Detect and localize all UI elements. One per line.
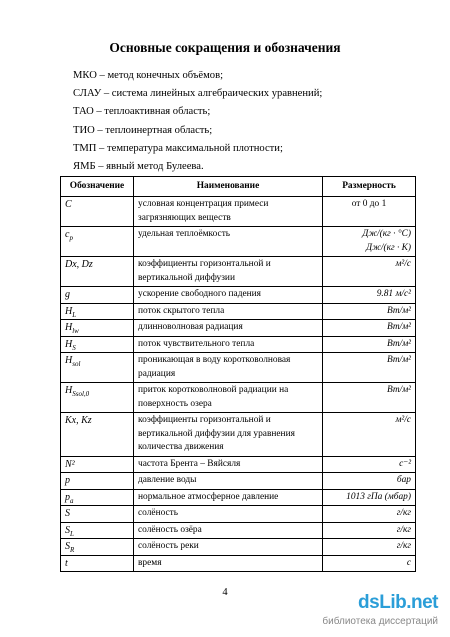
symbol-text: S: [65, 508, 70, 519]
abbreviation-item: ТИО – теплоинертная область;: [73, 124, 213, 136]
name-cell: время: [134, 555, 323, 572]
unit-cell: [323, 227, 416, 257]
unit-text: Вт/м²: [386, 355, 411, 365]
unit-text: 9.81 м/с²: [376, 289, 411, 299]
unit-text: бар: [396, 475, 411, 485]
name-cell: коэффициенты горизонтальной и вертикальной диффузии для уравнения количества движения: [134, 413, 323, 457]
unit-text: г/кг: [396, 524, 411, 535]
name-cell: поток скрытого тепла: [134, 303, 323, 320]
symbol-text: Kx, Kz: [65, 415, 92, 426]
name-cell: частота Брента – Вяйсяля: [134, 456, 323, 473]
unit-text: г/кг: [396, 508, 411, 518]
table-row: [61, 522, 416, 539]
abbreviation-item: ЯМБ – явный метод Булеева.: [73, 160, 204, 172]
symbol-cell: [61, 539, 134, 556]
name-cell: нормальное атмосферное давление: [134, 489, 323, 506]
symbol-text: H: [65, 322, 73, 333]
unit-cell: [323, 287, 416, 304]
name-cell: приток коротковолновой радиации на поверхность озера: [134, 383, 323, 413]
symbol-cell: [61, 197, 134, 227]
unit-text: Вт/м²: [386, 305, 411, 316]
symbol-cell: [61, 353, 134, 383]
unit-cell: [323, 336, 416, 353]
symbol-subscript: lw: [72, 327, 79, 335]
table-row: [61, 413, 416, 457]
symbol-text: S: [65, 541, 70, 552]
unit-text: м²/с: [395, 415, 411, 425]
table-row: [61, 539, 416, 556]
symbol-cell: [61, 489, 134, 506]
watermark-logo[interactable]: dsLib.net: [358, 592, 438, 613]
symbol-subscript: p: [69, 234, 73, 242]
page-title: Основные сокращения и обозначения: [109, 40, 341, 55]
unit-cell: [323, 383, 416, 413]
table-header-row: [61, 177, 416, 197]
unit-text: с⁻²: [399, 458, 411, 469]
unit-cell: [323, 522, 416, 539]
symbol-cell: [61, 506, 134, 523]
symbol-text: Dx, Dz: [65, 259, 93, 270]
name-cell: коэффициенты горизонтальной и вертикальной диффузии: [134, 257, 323, 287]
symbol-cell: [61, 287, 134, 304]
unit-cell: [323, 413, 416, 457]
symbol-text: H: [65, 355, 73, 366]
unit-cell: [323, 473, 416, 490]
symbol-cell: [61, 456, 134, 473]
watermark-subtitle: библиотека диссертаций: [322, 616, 438, 627]
symbol-text: N²: [65, 458, 75, 470]
abbreviation-item: ТАО – теплоактивная область;: [73, 106, 211, 118]
symbol-text: p: [65, 491, 70, 503]
symbol-text: c: [65, 229, 70, 240]
name-cell: солёность: [134, 506, 323, 523]
unit-text: с: [406, 557, 411, 568]
header-symbol: Обозначение: [61, 177, 134, 197]
header-unit: Размерность: [323, 177, 416, 197]
table-row: [61, 227, 416, 257]
symbol-cell: [61, 320, 134, 337]
table-row: [61, 320, 416, 337]
table-row: [61, 456, 416, 473]
unit-cell: [323, 489, 416, 506]
unit-cell: [323, 506, 416, 523]
symbol-subscript: sol: [72, 360, 81, 368]
unit-cell: [323, 456, 416, 473]
unit-text: м²/с: [395, 259, 411, 269]
symbol-text: p: [65, 475, 70, 486]
watermark[interactable]: [308, 592, 438, 630]
abbreviation-item: МКО – метод конечных объёмов;: [73, 70, 224, 81]
unit-cell: [323, 320, 416, 337]
abbreviation-item: ТМП – температура максимальной плотности;: [73, 142, 283, 154]
table-row: [61, 336, 416, 353]
unit-text: Дж/(кг · °С): [362, 229, 411, 239]
table-row: [61, 303, 416, 320]
unit-cell: [323, 555, 416, 572]
table-row: [61, 506, 416, 523]
symbol-cell: [61, 257, 134, 287]
table-row: [61, 473, 416, 490]
symbol-text: H: [65, 338, 73, 350]
name-cell: солёность озёра: [134, 522, 323, 539]
symbol-subscript: Ssol,0: [72, 390, 90, 398]
page-number: 4: [222, 587, 228, 598]
name-cell: длинноволновая радиация: [134, 320, 323, 337]
unit-cell: [323, 257, 416, 287]
unit-text: Дж/(кг · К): [366, 242, 411, 253]
name-cell: удельная теплоёмкость: [134, 227, 323, 257]
name-cell: давление воды: [134, 473, 323, 490]
table-row: [61, 197, 416, 227]
symbol-cell: [61, 522, 134, 539]
unit-text: 1013 гПа (мбар): [346, 491, 411, 502]
header-name: Наименование: [134, 177, 323, 197]
symbol-subscript: S: [72, 343, 76, 352]
symbol-text: t: [65, 557, 68, 569]
symbol-text: g: [65, 289, 70, 300]
symbol-text: C: [65, 199, 72, 210]
abbreviation-item: СЛАУ – система линейных алгебраических уравнений;: [73, 88, 323, 100]
symbol-text: H: [65, 305, 73, 317]
unit-text: Вт/м²: [386, 338, 411, 349]
table-row: [61, 555, 416, 572]
unit-cell: [323, 539, 416, 556]
abbreviation-list: [73, 67, 322, 176]
table-row: [61, 257, 416, 287]
name-cell: проникающая в воду коротковолновая радиация: [134, 353, 323, 383]
symbols-table: [60, 176, 416, 572]
symbol-cell: [61, 555, 134, 572]
name-cell: солёность реки: [134, 539, 323, 556]
symbol-subscript: a: [70, 496, 74, 505]
unit-text: Вт/м²: [386, 385, 411, 395]
symbol-cell: [61, 473, 134, 490]
table-row: [61, 287, 416, 304]
symbol-cell: [61, 383, 134, 413]
name-cell: ускорение свободного падения: [134, 287, 323, 304]
symbol-cell: [61, 413, 134, 457]
unit-text: г/кг: [396, 541, 411, 551]
symbol-cell: [61, 303, 134, 320]
table-row: [61, 383, 416, 413]
table-body: [61, 197, 416, 572]
symbol-cell: [61, 227, 134, 257]
unit-text: от 0 до 1: [351, 199, 387, 209]
unit-cell: [323, 197, 416, 227]
table-row: [61, 489, 416, 506]
symbol-subscript: L: [70, 529, 74, 538]
symbol-subscript: L: [72, 310, 77, 319]
table-row: [61, 353, 416, 383]
name-cell: поток чувствительного тепла: [134, 336, 323, 353]
unit-cell: [323, 353, 416, 383]
unit-text: Вт/м²: [386, 322, 411, 332]
symbol-subscript: R: [70, 546, 75, 554]
name-cell: условная концентрация примеси загрязняющих веществ: [134, 197, 323, 227]
symbol-text: H: [65, 385, 73, 396]
symbol-cell: [61, 336, 134, 353]
unit-cell: [323, 303, 416, 320]
symbol-text: S: [65, 524, 70, 536]
